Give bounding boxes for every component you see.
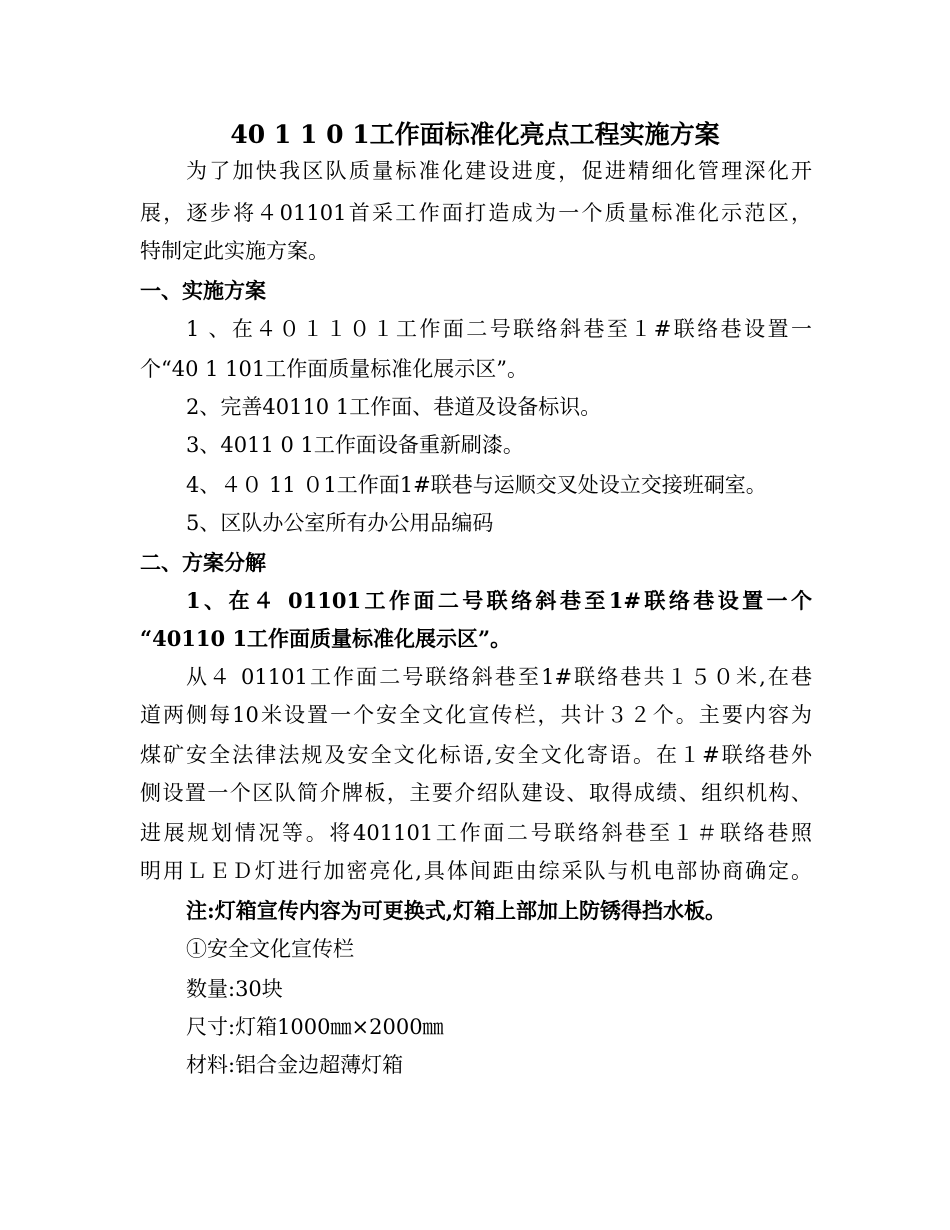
section1-item1-line-1: 1 、在４０１１０１工作面二号联络斜巷至１#联络巷设置一 xyxy=(186,317,812,341)
section1-item3: 3、4011 0 1工作面设备重新刷漆。 xyxy=(186,433,524,457)
spec-size: 尺寸:灯箱1000㎜×2000㎜ xyxy=(186,1015,444,1039)
section2-body-line-6: 明用ＬＥＤ灯进行加密亮化,具体间距由综采队与机电部协商确定。 xyxy=(140,859,812,883)
section1-heading: 一、实施方案 xyxy=(140,278,266,303)
section2-body-line-4: 侧设置一个区队简介牌板，主要介绍队建设、取得成绩、组织机构、 xyxy=(140,781,812,805)
section2-body-line-5: 进展规划情况等。将401101工作面二号联络斜巷至１＃联络巷照 xyxy=(140,821,812,845)
section2-body-line-2: 道两侧每10米设置一个安全文化宣传栏，共计３２个。主要内容为 xyxy=(140,703,812,727)
intro-line-1: 为了加快我区队质量标准化建设进度，促进精细化管理深化开 xyxy=(186,159,812,183)
section2-heading: 二、方案分解 xyxy=(140,550,266,575)
section2-body-line-1: 从４ 01101工作面二号联络斜巷至1#联络巷共１５０米,在巷 xyxy=(186,665,812,689)
section1-item1-line-2: 个“40 1 101工作面质量标准化展示区”。 xyxy=(140,357,528,381)
section1-item5: 5、区队办公室所有办公用品编码 xyxy=(186,511,494,535)
intro-line-2: 展，逐步将４01101首采工作面打造成为一个质量标准化示范区， xyxy=(140,201,812,225)
section2-sub1-line-1: 1、在４ 01101工作面二号联络斜巷至1#联络巷设置一个 xyxy=(186,588,812,613)
section1-item2: 2、完善40110 1工作面、巷道及设备标识。 xyxy=(186,395,602,419)
section2-note: 注:灯箱宣传内容为可更换式,灯箱上部加上防锈得挡水板。 xyxy=(186,898,727,923)
intro-line-3: 特制定此实施方案。 xyxy=(140,239,329,263)
spec-name: ①安全文化宣传栏 xyxy=(186,937,354,961)
section1-item4: 4、４０ 11 ０1工作面1#联巷与运顺交叉处设立交接班硐室。 xyxy=(186,473,767,497)
spec-quantity: 数量:30块 xyxy=(186,977,283,1001)
spec-material: 材料:铝合金边超薄灯箱 xyxy=(186,1053,404,1077)
document-title: 40 1 1 0 1工作面标准化亮点工程实施方案 xyxy=(230,120,720,149)
section2-sub1-line-2: “40110 1工作面质量标准化展示区”。 xyxy=(140,626,512,651)
section2-body-line-3: 煤矿安全法律法规及安全文化标语,安全文化寄语。在１#联络巷外 xyxy=(140,743,812,767)
